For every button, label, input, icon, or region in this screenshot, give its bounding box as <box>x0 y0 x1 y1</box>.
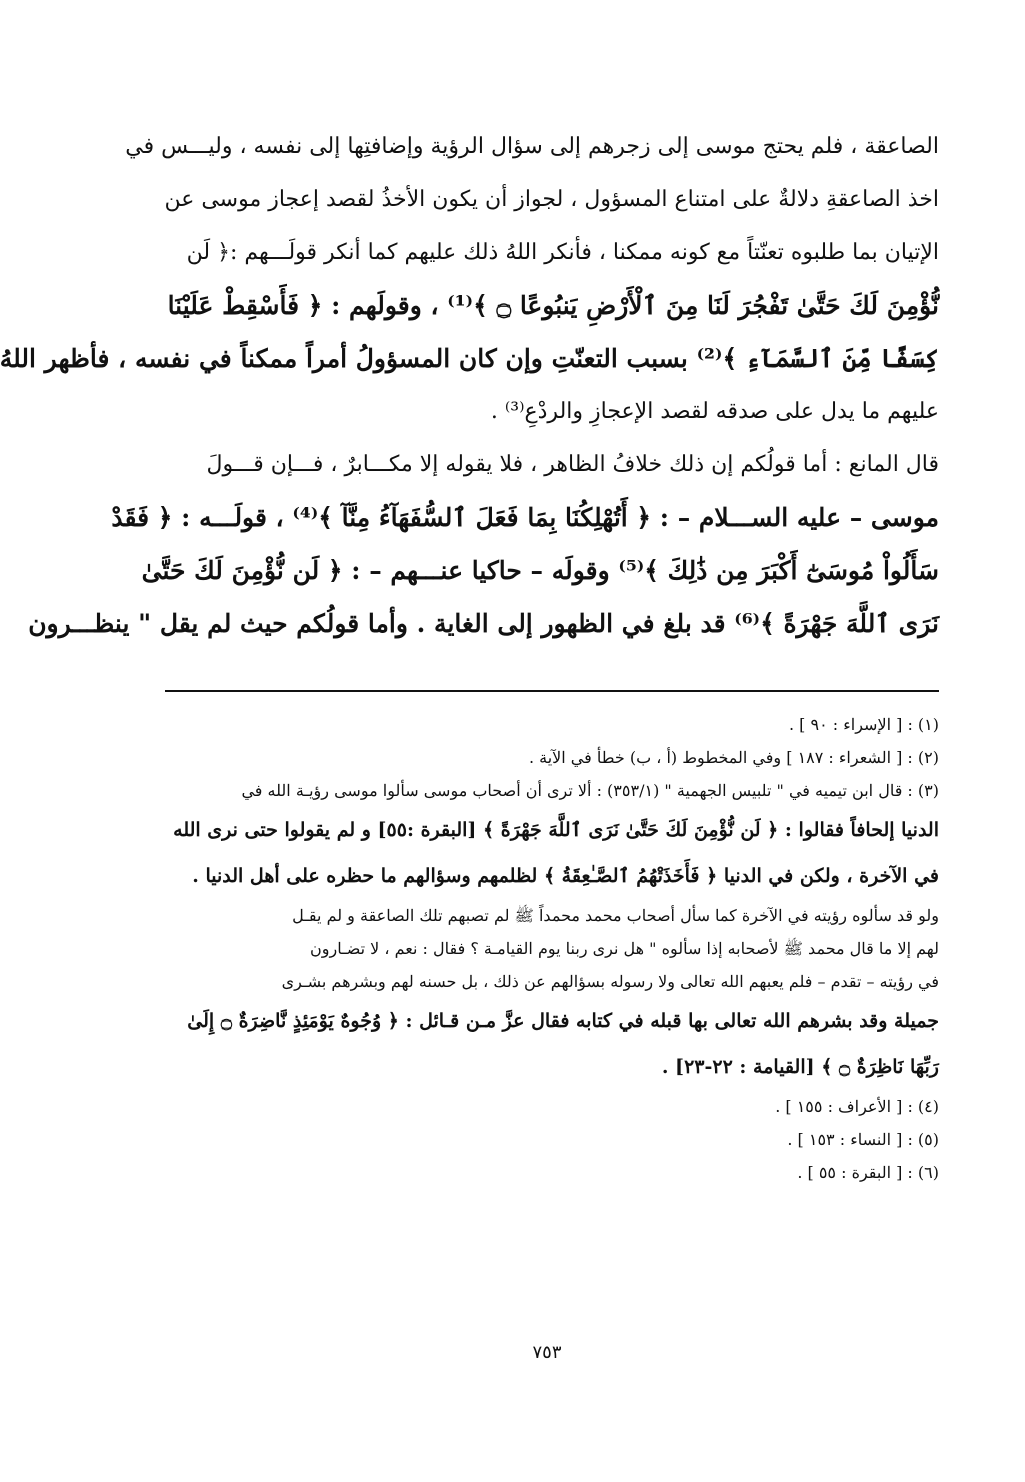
page-number: ٧٥٣ <box>532 1342 562 1363</box>
footnote-3-line-2-text: الدنيا إلحافاً فقالوا : ﴿ لَن نُّؤْمِنَ لَكَ حَتَّىٰ نَرَى ٱللَّهَ جَهْرَةً ﴾ [البقرة :٥٥] و لم يقولوا حتى نرى الله <box>173 819 939 841</box>
text-line-10: نَرَى ٱللَّهَ جَهْرَةً ﴾⁽⁶⁾ قد بلغ في الظهور إلى الغاية . وأما قولُكم حيث لم يقل " ينظـــرون <box>28 609 939 638</box>
footnote-separator <box>165 690 939 692</box>
footnote-3-line-8-text: رَبِّهَا نَاظِرَةٌ ۝ ﴾ [القيامة : ٢٢-٢٣] . <box>661 1056 939 1078</box>
footnote-3-line-6: في رؤيته – تقدم – فلم يعبهم الله تعالى ولا رسوله بسؤالهم عن ذلك ، بل حسنه لهم وبشرهم بشـرى <box>281 972 939 991</box>
footnote-2: (٢) : [ الشعراء : ١٨٧ ] وفي المخطوط (أ ، ب) خطأ في الآية . <box>528 748 939 767</box>
footnote-3-line-2 <box>165 807 939 853</box>
text-line-9: سَأَلُواْ مُوسَىٰٓ أَكْبَرَ مِن ذَٰلِكَ ﴾⁽⁵⁾ وقولَه – حاكيا عنـــهم – : ﴿ لَن نُّؤْمِنَ لَكَ حَتَّىٰ <box>141 556 939 585</box>
text-line-3: الإتيان بما طلبوه تعنّتاً مع كونه ممكنا ، فأنكر اللهُ ذلك عليهم كما أنكر قولَـــهم :﴿ لَن <box>186 240 939 265</box>
text-line-4: نُّؤْمِنَ لَكَ حَتَّىٰ تَفْجُرَ لَنَا مِنَ ٱلْأَرْضِ يَنبُوعًا ۝ ﴾⁽¹⁾ ، وقولَهم : ﴿ فَأَسْقِطْ عَلَيْنَا <box>167 291 939 320</box>
text-line-1: الصاعقة ، فلم يحتج موسى إلى زجرهم إلى سؤال الرؤية وإضافتِها إلى نفسه ، وليـــس في <box>125 134 939 159</box>
footnote-3-line-5: لهم إلا ما قال محمد ﷺ لأصحابه إذا سألوه " هل نرى ربنا يوم القيامـة ؟ فقال : نعم ، لا تضـارون <box>309 939 939 958</box>
text-line-7: قال المانع : أما قولُكم إن ذلك خلافُ الظاهر ، فلا يقوله إلا مكـــابرٌ ، فـــإن قـــولَ <box>206 452 939 477</box>
footnote-5: (٥) : [ النساء : ١٥٣ ] . <box>787 1130 939 1149</box>
footnote-3-line-4: ولو قد سألوه رؤيته في الآخرة كما سأل أصحاب محمد محمداً ﷺ لم تصبهم تلك الصاعقة و لم يقـل <box>292 906 939 925</box>
footnotes <box>165 708 939 1189</box>
footnote-4: (٤) : [ الأعراف : ١٥٥ ] . <box>775 1097 939 1116</box>
footnote-3-line-7 <box>165 998 939 1044</box>
footnote-3-line-3 <box>165 853 939 899</box>
text-line-6: عليهم ما يدل على صدقه لقصد الإعجازِ والردْعِ⁽³⁾ . <box>490 399 939 424</box>
footnote-3-line-1: (٣) : قال ابن تيميه في " تلبيس الجهمية " (٣٥٣/١) : ألا ترى أن أصحاب موسى سألوا موسى رؤيـة الله في <box>241 781 939 800</box>
main-text <box>0 120 939 650</box>
footnote-3-line-8 <box>165 1044 939 1090</box>
text-line-5: كِسَفًا مِّنَ ٱلسَّمَآءِ ﴾⁽²⁾ بسبب التعنّتِ وإن كان المسؤولُ أمراً ممكناً في نفسه ، فأظهر اللهُ <box>0 344 939 373</box>
footnote-6: (٦) : [ البقرة : ٥٥ ] . <box>797 1163 939 1182</box>
footnote-3-line-7-text: جميلة وقد بشرهم الله تعالى بها قبله في كتابه فقال عزَّ مـن قـائل : ﴿ وُجُوهٌ يَوْمَئِذٍ نَّاضِرَةٌ ۝ إِلَىٰ <box>187 1010 939 1032</box>
footnote-1: (١) : [ الإسراء : ٩٠ ] . <box>789 715 939 734</box>
footnote-3-line-3-text: في الآخرة ، ولكن في الدنيا ﴿ فَأَخَذَتْهُمُ ٱلصَّـٰعِقَةُ ﴾ لظلمهم وسؤالهم ما حظره على أهل الدنيا . <box>192 865 939 887</box>
text-line-8: موسى – عليه الســـلام – : ﴿ أَتُهْلِكُنَا بِمَا فَعَلَ ٱلسُّفَهَآءُ مِنَّآ ﴾⁽⁴⁾ ، قولَـــه : ﴿ فَقَدْ <box>111 503 939 532</box>
text-line-2: اخذ الصاعقةِ دلالةٌ على امتناع المسؤول ، لجواز أن يكون الأخذُ لقصد إعجاز موسى عن <box>164 187 939 212</box>
